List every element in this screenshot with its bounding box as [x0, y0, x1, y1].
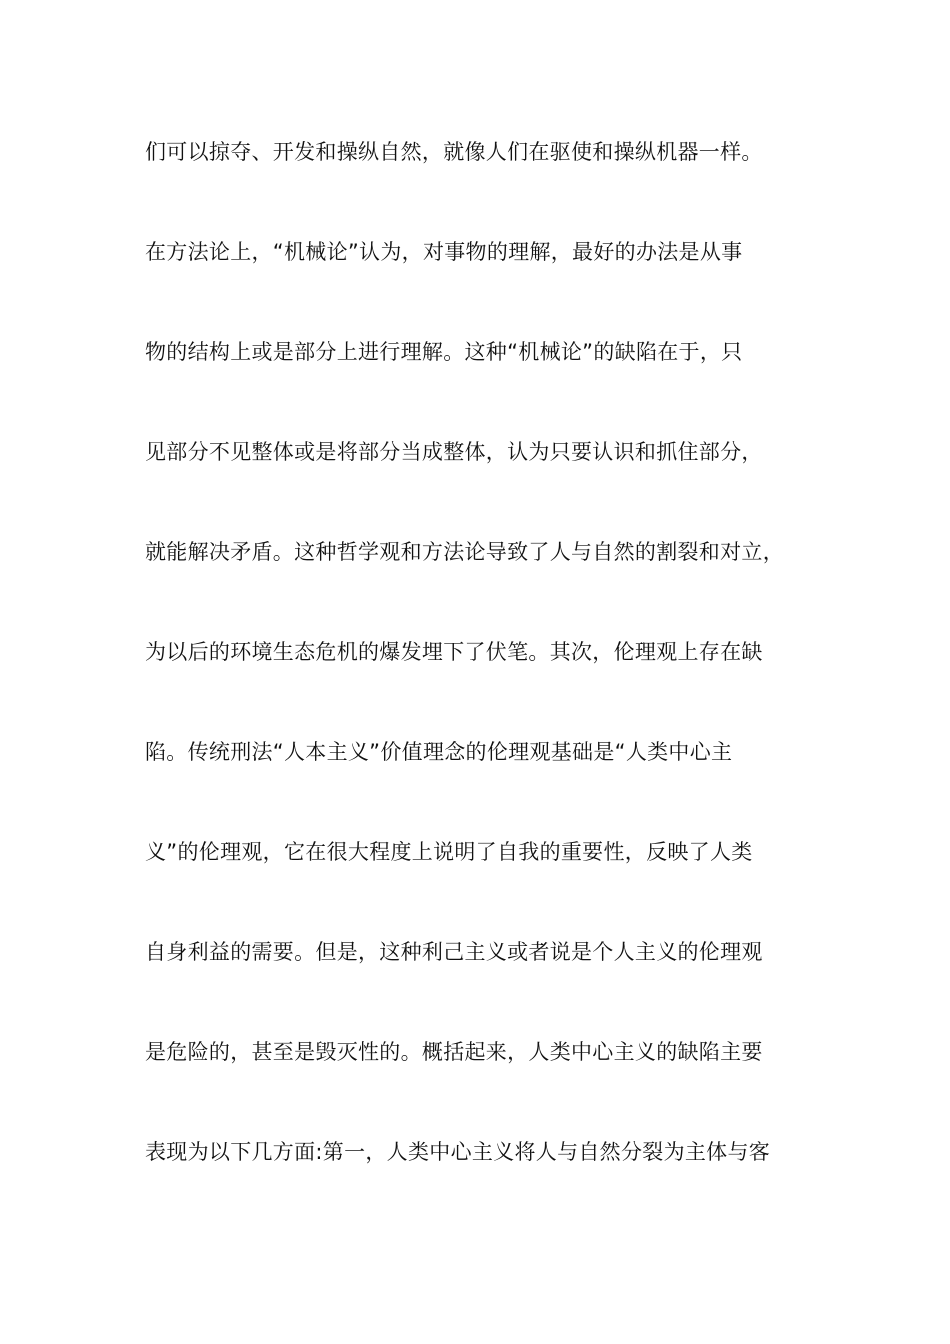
- text-line: 就能解决矛盾。这种哲学观和方法论导致了人与自然的割裂和对立，: [145, 540, 784, 564]
- text-line: 陷。传统刑法“人本主义”价值理念的伦理观基础是“人类中心主: [145, 740, 733, 764]
- body-text: [145, 130, 835, 1230]
- text-line: 为以后的环境生态危机的爆发埋下了伏笔。其次，伦理观上存在缺: [145, 640, 763, 664]
- text-line: 表现为以下几方面:第一，人类中心主义将人与自然分裂为主体与客: [145, 1140, 771, 1164]
- text-line: 见部分不见整体或是将部分当成整体，认为只要认识和抓住部分，: [145, 440, 763, 464]
- text-line: 在方法论上，“机械论”认为，对事物的理解，最好的办法是从事: [145, 240, 743, 264]
- text-line: 物的结构上或是部分上进行理解。这种“机械论”的缺陷在于，只: [145, 340, 743, 364]
- text-line: 义”的伦理观，它在很大程度上说明了自我的重要性，反映了人类: [145, 840, 753, 864]
- text-line: 是危险的，甚至是毁灭性的。概括起来，人类中心主义的缺陷主要: [145, 1040, 763, 1064]
- text-line: 们可以掠夺、开发和操纵自然，就像人们在驱使和操纵机器一样。: [145, 140, 763, 164]
- text-line: 自身利益的需要。但是，这种利己主义或者说是个人主义的伦理观: [145, 940, 763, 964]
